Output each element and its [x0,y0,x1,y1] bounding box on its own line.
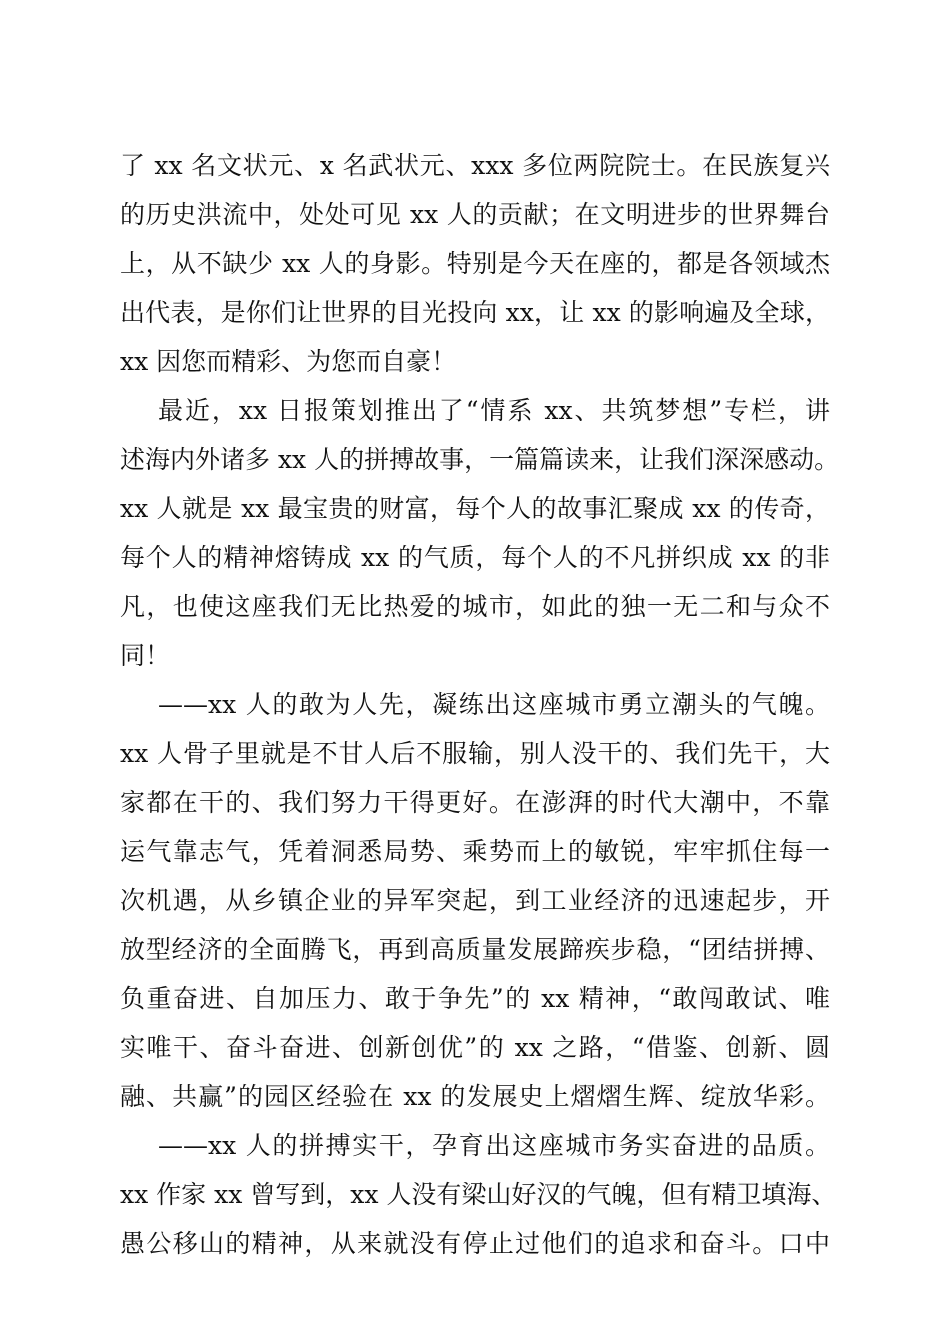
text-line-content: ——xx 人的拼搏实干，孕育出这座城市务实奋进的品质。 [158,1131,830,1160]
text-line-content: 实唯干、奋斗奋进、创新创优”的 xx 之路，“借鉴、创新、圆 [120,1033,830,1062]
text-line-content: 放型经济的全面腾飞，再到高质量发展蹄疾步稳，“团结拼搏、 [120,935,830,964]
text-line [120,141,830,190]
text-line [120,386,830,435]
text-line [120,1170,837,1219]
text-line-content: 凡，也使这座我们无比热爱的城市，如此的独一无二和与众不 [120,592,830,621]
text-line-content: 负重奋进、自加压力、敢于争先”的 xx 精神，“敢闯敢试、唯 [120,984,830,1013]
text-line [120,925,830,974]
text-line [120,974,830,1023]
text-line [120,337,830,386]
paragraph [120,141,830,386]
text-line [120,533,830,582]
text-line-content: ——xx 人的敢为人先，凝练出这座城市勇立潮头的气魄。 [158,690,830,719]
text-line-content: 运气靠志气，凭着洞悉局势、乘势而上的敏锐，牢牢抓住每一 [120,837,830,866]
text-line [120,778,830,827]
text-line-content: xx 人骨子里就是不甘人后不服输，别人没干的、我们先干，大 [120,739,830,768]
text-line-content: 上，从不缺少 xx 人的身影。特别是今天在座的，都是各领域杰 [120,249,830,278]
text-line [120,827,830,876]
text-line [120,1023,830,1072]
text-line [120,1219,830,1268]
text-line-content: 的历史洪流中，处处可见 xx 人的贡献；在文明进步的世界舞台 [120,200,830,229]
document-body [120,141,840,1268]
text-line-content: 最近，xx 日报策划推出了“情系 xx、共筑梦想”专栏，讲 [158,396,830,425]
text-line-content: 愚公移山的精神，从来就没有停止过他们的追求和奋斗。口中 [120,1229,830,1258]
text-line-content: 述海内外诸多 xx 人的拼搏故事，一篇篇读来，让我们深深感动。 [120,445,840,474]
paragraph [120,1121,837,1268]
text-line-content: 了 xx 名文状元、x 名武状元、xxx 多位两院院士。在民族复兴 [120,151,830,180]
text-line-content: 同！ [120,641,171,670]
text-line [120,876,830,925]
text-line [120,1121,830,1170]
text-line [120,582,830,631]
text-line [120,484,830,533]
paragraph [120,680,830,1121]
text-line [120,190,830,239]
text-line-content: 每个人的精神熔铸成 xx 的气质，每个人的不凡拼织成 xx 的非 [120,543,830,572]
text-line-content: xx 人就是 xx 最宝贵的财富，每个人的故事汇聚成 xx 的传奇， [120,494,830,523]
text-line [120,1072,830,1121]
text-line [120,239,830,288]
text-line [120,729,830,778]
text-line [120,435,840,484]
text-line-content: 融、共赢”的园区经验在 xx 的发展史上熠熠生辉、绽放华彩。 [120,1082,830,1111]
text-line-content: 次机遇，从乡镇企业的异军突起，到工业经济的迅速起步，开 [120,886,830,915]
text-line [120,288,830,337]
text-line-content: xx 作家 xx 曾写到，xx 人没有梁山好汉的气魄，但有精卫填海、 [120,1180,837,1209]
text-line [120,631,830,680]
text-line [120,680,830,729]
text-line-content: xx 因您而精彩、为您而自豪！ [120,347,457,376]
paragraph [120,386,840,680]
text-line-content: 出代表，是你们让世界的目光投向 xx，让 xx 的影响遍及全球， [120,298,830,327]
text-line-content: 家都在干的、我们努力干得更好。在澎湃的时代大潮中，不靠 [120,788,830,817]
